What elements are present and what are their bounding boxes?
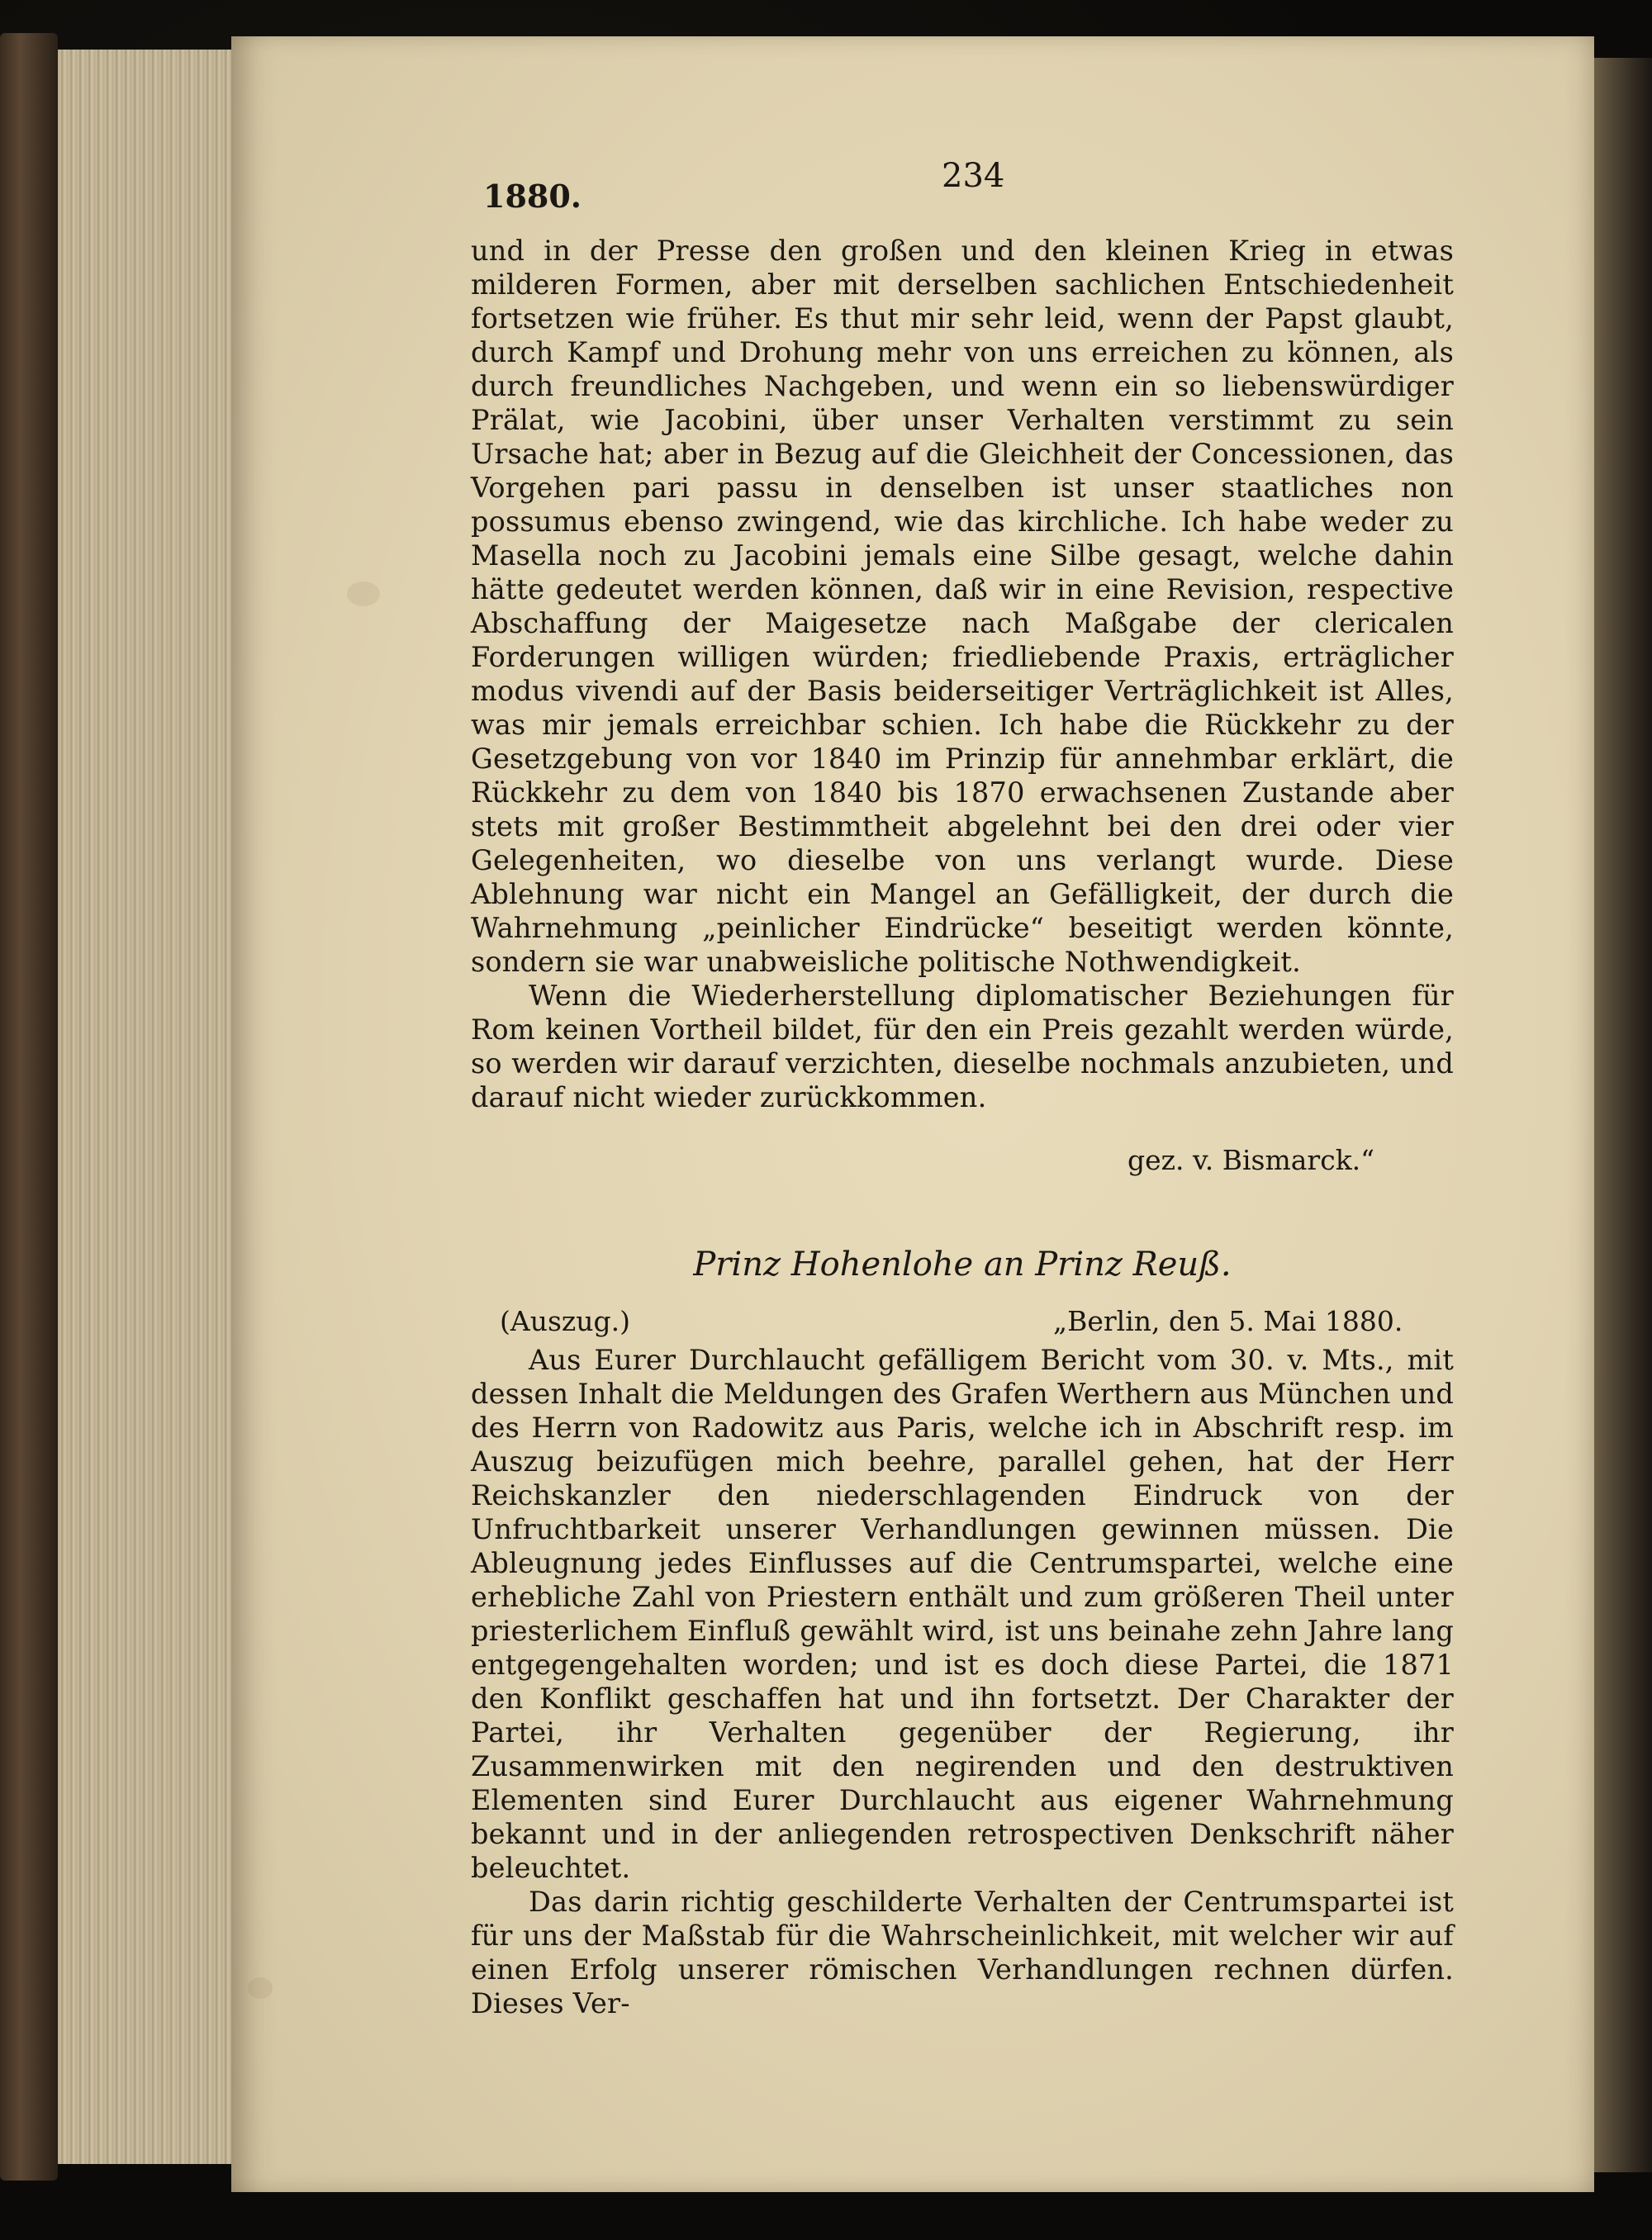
letter-paragraph: und in der Presse den großen und den kleinen Krieg in etwas milderen Formen, aber mit derselben sachlichen Entschiedenheit fortsetzen wie früher. Es thut mir sehr leid, wenn der Papst glaubt, durch Kampf und Drohung mehr von uns erreichen zu können, als durch freundliches Nachgeben, und wenn ein so liebenswürdiger Prälat, wie Jacobini, über unser Verhalten verstimmt zu sein Ursache hat; aber in Bezug auf die Gleichheit der Concessionen, das Vorgehen pari passu in denselben ist unser staatliches non possumus ebenso zwingend, wie das kirchliche. Ich habe weder zu Masella noch zu Jacobini jemals eine Silbe gesagt, welche dahin hätte gedeutet werden können, daß wir in eine Revision, respective Abschaffung der Maigesetze nach Maßgabe der clericalen Forderungen willigen würden; friedliebende Praxis, erträglicher modus vivendi auf der Basis beiderseitiger Verträglichkeit ist Alles, was mir jemals erreichbar schien. Ich habe die Rückkehr zu der Gesetzgebung von vor 1840 im Prinzip für annehmbar erklärt, die Rückkehr zu dem von 1840 bis 1870 erwachsenen Zustande aber stets mit großer Bestimmtheit abgelehnt bei den drei oder vier Gelegenheiten, wo dieselbe von uns verlangt wurde. Diese Ablehnung war nicht ein Mangel an Gefälligkeit, der durch die Wahrnehmung „peinlicher Eindrücke“ beseitigt werden könnte, sondern sie war unabweisliche politische Nothwendigkeit.: [471, 235, 1454, 978]
signature: gez. v. Bismarck.“: [1127, 1144, 1375, 1176]
book-spine: [0, 33, 58, 2181]
running-year: 1880.: [483, 178, 582, 215]
page-number: 234: [942, 157, 1005, 195]
paper-stain: [347, 581, 380, 606]
paper-stain: [248, 1977, 273, 1999]
page-edges: [58, 50, 233, 2164]
section-paragraph: Aus Eurer Durchlaucht gefälligem Bericht vom 30. v. Mts., mit dessen Inhalt die Meldungen des Grafen Werthern aus München und des Herrn von Radowitz aus Paris, welche ich in Abschrift resp. im Auszug beizufügen mich beehre, parallel gehen, hat der Herr Reichskanzler den niederschlagenden Eindruck von der Unfruchtbarkeit unserer Verhandlungen gewinnen müssen. Die Ableugnung jedes Einflusses auf die Centrumspartei, welche eine erhebliche Zahl von Priestern enthält und zum größeren Theil unter priesterlichem Einfluß gewählt wird, ist uns beinahe zehn Jahre lang entgegengehalten worden; und ist es doch diese Partei, die 1871 den Konflikt geschaffen hat und ihn fortsetzt. Der Charakter der Partei, ihr Verhalten gegenüber der Regierung, ihr Zusammenwirken mit den negirenden und den destruktiven Elementen sind Eurer Durchlaucht aus eigener Wahrnehmung bekannt und in der anliegenden retrospectiven Denkschrift näher beleuchtet.: [471, 1344, 1454, 1884]
excerpt-label: (Auszug.): [500, 1305, 631, 1337]
section-heading: Prinz Hohenlohe an Prinz Reuß.: [693, 1246, 1232, 1284]
section-body: [471, 1343, 1454, 2020]
letter-paragraph: Wenn die Wiederherstellung diplomatischer Beziehungen für Rom keinen Vortheil bildet, für den ein Preis gezahlt werden würde, so werden wir darauf verzichten, dieselbe nochmals anzubieten, und darauf nicht wieder zurückkommen.: [471, 980, 1454, 1113]
letter-continuation: [471, 234, 1454, 1114]
dateline: „Berlin, den 5. Mai 1880.: [1053, 1305, 1403, 1337]
next-page-edge: [1594, 58, 1652, 2172]
section-paragraph: Das darin richtig geschilderte Verhalten der Centrumspartei ist für uns der Maßstab für die Wahrscheinlichkeit, mit welcher wir auf einen Erfolg unserer römischen Verhandlungen rechnen dürfen. Dieses Ver-: [471, 1886, 1454, 2019]
